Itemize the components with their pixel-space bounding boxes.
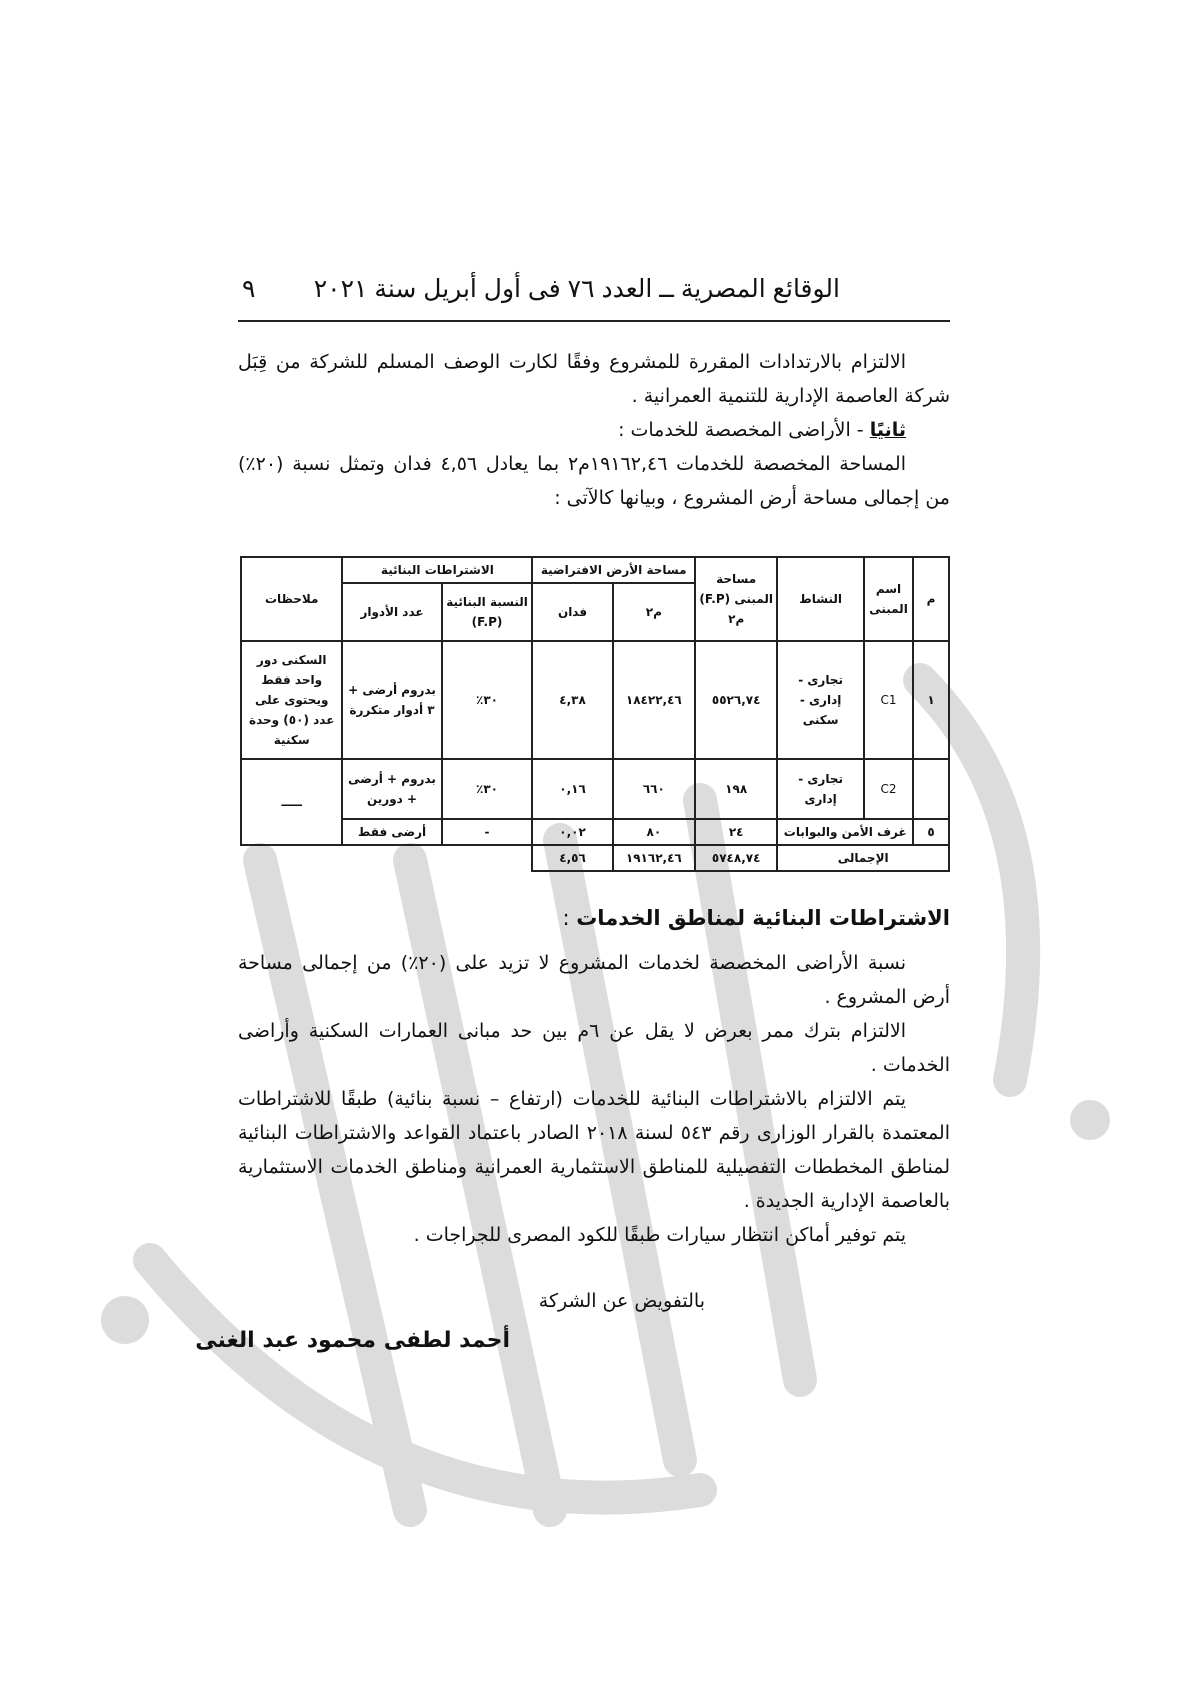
paragraph-setbacks: الالتزام بالارتدادات المقررة للمشروع وفقًا لكارت الوصف المسلم للشركة من قِبَل شركة العاصمة الإدارية للتنمية العمرانية . (238, 351, 950, 407)
table-header-row (241, 557, 949, 583)
cell-notes: ـــــ (241, 759, 342, 845)
services-table-wrapper (240, 556, 950, 872)
cell-feddan: ٠,٠٢ (532, 819, 612, 845)
cell-total-label: الإجمالى (777, 845, 949, 871)
cell-area: ١٩٨ (695, 759, 777, 819)
cell-total-empty (241, 845, 532, 871)
cell-feddan: ٠,١٦ (532, 759, 612, 819)
condition-passage-width: الالتزام بترك ممر بعرض لا يقل عن ٦م بين حد مبانى العمارات السكنية وأراضى الخدمات . (238, 1020, 950, 1076)
cell-floors: بدروم + أرضى + دورين (342, 759, 441, 819)
header-ratio: النسبة البنائية (F.P) (442, 583, 533, 641)
cell-total-area: ٥٧٤٨,٧٤ (695, 845, 777, 871)
cell-area: ٥٥٢٦,٧٤ (695, 641, 777, 759)
table-row (241, 819, 949, 845)
conditions-heading (238, 906, 950, 930)
cell-ratio: - (442, 819, 533, 845)
header-m2: م٢ (613, 583, 695, 641)
services-land-table (240, 556, 950, 872)
cell-total-feddan: ٤,٥٦ (532, 845, 612, 871)
cell-m2: ١٨٤٢٢,٤٦ (613, 641, 695, 759)
cell-m: ١ (913, 641, 949, 759)
conditions-heading-colon: : (562, 906, 570, 930)
header-conditions: الاشتراطات البنائية (342, 557, 532, 583)
signature-authorization: بالتفويض عن الشركة (538, 1290, 705, 1312)
header-feddan: فدان (532, 583, 612, 641)
table-row (241, 759, 949, 819)
paragraph-services-area: المساحة المخصصة للخدمات ١٩١٦٢,٤٦م٢ بما يعادل ٤,٥٦ فدان وتمثل نسبة (٢٠٪) من إجمالى مساحة أرض المشروع ، وبيانها كالآتى : (238, 453, 950, 509)
header-m: م (913, 557, 949, 641)
cell-m2: ٨٠ (613, 819, 695, 845)
section-title: - الأراضى المخصصة للخدمات : (618, 419, 864, 441)
cell-notes: السكنى دور واحد فقط ويحتوى على عدد (٥٠) وحدة سكنية (241, 641, 342, 759)
gazette-title: الوقائع المصرية ــ العدد ٧٦ فى أول أبريل سنة ٢٠٢١ (313, 275, 840, 303)
cell-m2: ٦٦٠ (613, 759, 695, 819)
cell-floors: أرضى فقط (342, 819, 441, 845)
condition-services-ratio: نسبة الأراضى المخصصة لخدمات المشروع لا تزيد على (٢٠٪) من إجمالى مساحة أرض المشروع . (238, 952, 950, 1008)
cell-ratio: ٣٠٪ (442, 641, 533, 759)
section-label: ثانيًا (869, 419, 906, 441)
cell-m (913, 759, 949, 819)
cell-total-m2: ١٩١٦٢,٤٦ (613, 845, 695, 871)
cell-activity: تجارى - إدارى - سكنى (777, 641, 864, 759)
table-row (241, 641, 949, 759)
table-total-row (241, 845, 949, 871)
header-floors: عدد الأدوار (342, 583, 441, 641)
condition-building-regs: يتم الالتزام بالاشتراطات البنائية للخدمات (ارتفاع – نسبة بنائية) طبقًا للاشتراطات المعتمدة بالقرار الوزارى رقم ٥٤٣ لسنة ٢٠١٨ الصادر باعتماد القواعد والاشتراطات البنائية لمناطق المخططات التفصيلية للمناطق الاستثمارية العمرانية ومناطق الخدمات الاستثمارية بالعاصمة الإدارية الجديدة . (238, 1088, 950, 1212)
cell-name: C2 (864, 759, 913, 819)
signatory-name: أحمد لطفى محمود عبد الغنى (195, 1328, 510, 1353)
cell-activity: تجارى - إدارى (777, 759, 864, 819)
conditions-text (238, 946, 950, 1252)
header-building-area: مساحة المبنى (F.P) م٢ (695, 557, 777, 641)
header-activity: النشاط (777, 557, 864, 641)
header-building-name: اسم المبنى (864, 557, 913, 641)
cell-ratio: ٣٠٪ (442, 759, 533, 819)
page-header (238, 270, 950, 322)
intro-text (238, 345, 950, 515)
page-number: ٩ (242, 275, 256, 303)
section-heading (238, 413, 950, 447)
conditions-heading-text: الاشتراطات البنائية لمناطق الخدمات (576, 906, 950, 930)
condition-parking: يتم توفير أماكن انتظار سيارات طبقًا للكود المصرى للجراجات . (413, 1224, 906, 1246)
cell-floors: بدروم أرضى + ٣ أدوار متكررة (342, 641, 441, 759)
cell-name: C1 (864, 641, 913, 759)
cell-name-activity: غرف الأمن والبوابات (777, 819, 913, 845)
cell-m: ٥ (913, 819, 949, 845)
header-notes: ملاحظات (241, 557, 342, 641)
cell-feddan: ٤,٣٨ (532, 641, 612, 759)
cell-area: ٢٤ (695, 819, 777, 845)
header-land-area: مساحة الأرض الافتراضية (532, 557, 695, 583)
